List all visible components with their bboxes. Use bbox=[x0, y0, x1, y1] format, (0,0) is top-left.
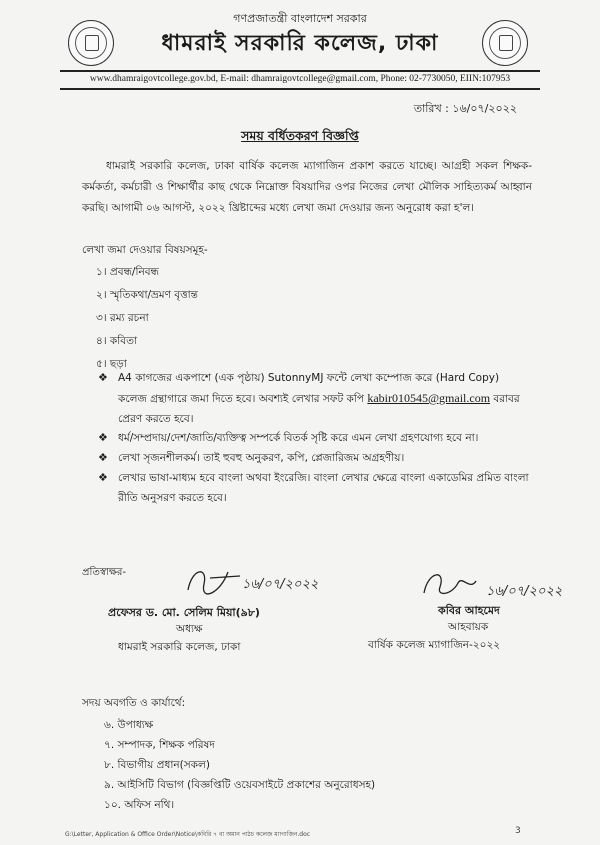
principal-role: অধ্যক্ষ bbox=[176, 623, 203, 635]
topic-item: ২। স্মৃতিকথা/ভ্রমণ বৃত্তান্ত bbox=[96, 289, 198, 301]
diamond-bullet-icon: ❖ bbox=[98, 471, 108, 484]
email-link[interactable]: kabir010545@gmail.com bbox=[367, 391, 491, 405]
convener-name: কবির আহমেদ bbox=[438, 604, 500, 617]
topic-item: ১। প্রবন্ধ/নিবন্ধ bbox=[96, 266, 159, 278]
rule-line: প্রেরণ করতে হবে। bbox=[118, 413, 194, 425]
countersign-label: প্রতিস্বাক্ষর- bbox=[82, 567, 127, 578]
header-rule-bottom bbox=[60, 88, 540, 90]
rule-text: কলেজ গ্রন্থাগারে জমা দিতে হবে। অবশ্যই লেখার সফট কপি bbox=[118, 393, 364, 405]
page-number: 3 bbox=[515, 826, 521, 836]
rule-line: ধর্ম/সম্প্রদায়/দেশ/জাতি/ব্যক্তিত্ব সম্পর্কে বিতর্ক সৃষ্টি করে এমন লেখা গ্রহণযোগ্য হবে না। bbox=[118, 432, 479, 444]
topic-item: ৩। রম্য রচনা bbox=[96, 312, 149, 324]
diamond-bullet-icon: ❖ bbox=[98, 431, 108, 444]
principal-name: প্রফেসর ড. মো. সেলিম মিয়া(৯৮) bbox=[108, 606, 260, 619]
rule-item bbox=[98, 448, 538, 468]
convener-signature-date: ১৬/০৭/২০২২ bbox=[486, 584, 563, 599]
convener-signature bbox=[410, 565, 580, 605]
principal-signature bbox=[180, 560, 340, 600]
government-line: গণপ্রজাতন্ত্রী বাংলাদেশ সরকার bbox=[233, 12, 367, 25]
topic-item: ৫। ছড়া bbox=[96, 358, 127, 370]
rule-line: রীতি অনুসরণ করতে হবে। bbox=[118, 492, 227, 504]
principal-org: ধামরাই সরকারি কলেজ, ঢাকা bbox=[118, 641, 241, 653]
file-path-footer: G:\Letter, Application & Office Order\Notice\কবিরি ৭ বা অমান পাঠচ কলেজ ম্যাগাজিন.doc bbox=[65, 831, 311, 838]
header-rule-top bbox=[60, 70, 540, 72]
notice-date: তারিখ : ১৬/০৭/২০২২ bbox=[413, 102, 517, 115]
rule-line bbox=[118, 388, 538, 409]
cc-item: ৬. উপাধ্যক্ষ bbox=[104, 719, 154, 731]
rule-item bbox=[98, 468, 538, 508]
cc-heading: সদয় অবগতি ও কার্যার্থে: bbox=[82, 697, 186, 709]
cc-item: ৯. আইসিটি বিভাগ (বিজ্ঞপ্তিটি ওয়েবসাইটে প্রকাশের অনুরোধসহ) bbox=[104, 779, 376, 791]
convener-role: আহবায়ক bbox=[448, 621, 489, 633]
rule-line: লেখা সৃজনশীলকর্ম। তাই হুবহু অনুকরণ, কপি, প্লেজারিজম অগ্রহণীয়। bbox=[118, 452, 405, 464]
intro-paragraph bbox=[82, 156, 532, 219]
rule-line: A4 কাগজের একপাশে (এক পৃষ্ঠায়) SutonnyMJ ফন্টে লেখা কম্পোজ করে (Hard Copy) bbox=[118, 372, 500, 384]
convener-org: বার্ষিক কলেজ ম্যাগাজিন-২০২২ bbox=[368, 639, 501, 651]
rule-text: বরাবর bbox=[493, 393, 520, 405]
cc-item: ৮. বিভাগীয় প্রধান(সকল) bbox=[104, 759, 210, 771]
diamond-bullet-icon: ❖ bbox=[98, 371, 108, 384]
rule-item bbox=[98, 368, 538, 429]
notice-title-text: সময় বর্ধিতকরণ বিজ্ঞপ্তি bbox=[241, 128, 359, 143]
intro-text: ধামরাই সরকারি কলেজ, ঢাকা বার্ষিক কলেজ ম্যাগাজিন প্রকাশ করতে যাচ্ছে। আগ্রহী সকল শিক্ষক-কর্মকর্তা, কর্মচারী ও শিক্ষার্থীর কাছ থেকে নিম্নোক্ত বিষয়াদির ওপর নিজের লেখা মৌলিক সাহিত্যকর্ম আহ্বান করছি। আগামী ০৬ আগস্ট, ২০২২ খ্রিষ্টাব্দের মধ্যে লেখা জমা দেওয়ার জন্য অনুরোধ করা হ'ল। bbox=[82, 160, 532, 214]
notice-title bbox=[0, 128, 600, 148]
rule-line: লেখার ভাষা-মাধ্যম হবে বাংলা অথবা ইংরেজি। বাংলা লেখার ক্ষেত্রে বাংলা একাডেমির প্রমিত বাংলা bbox=[118, 472, 529, 484]
diamond-bullet-icon: ❖ bbox=[98, 451, 108, 464]
rule-item bbox=[98, 428, 538, 448]
topics-heading: লেখা জমা দেওয়ার বিষয়সমূহ- bbox=[82, 244, 208, 256]
contact-line: www.dhamraigovtcollege.gov.bd, E-mail: dhamraigovtcollege@gmail.com, Phone: 02-7730050, EIIN:107953 bbox=[89, 74, 511, 84]
cc-item: ৭. সম্পাদক, শিক্ষক পরিষদ bbox=[104, 739, 215, 751]
cc-item: ১০. অফিস নথি। bbox=[104, 799, 175, 811]
topic-item: ৪। কবিতা bbox=[96, 335, 138, 347]
college-name: ধামরাই সরকারি কলেজ, ঢাকা bbox=[161, 31, 439, 56]
principal-signature-date: ১৬/০৭/২০২২ bbox=[242, 577, 319, 592]
